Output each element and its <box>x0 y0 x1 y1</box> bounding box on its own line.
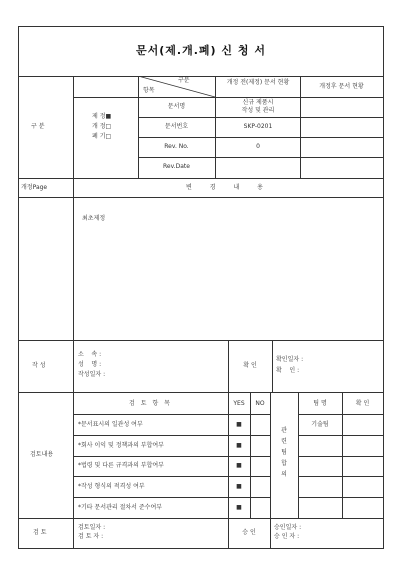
item-label-revno: Rev. No. <box>164 143 189 150</box>
item-value-docnumber: SKP-0201 <box>243 123 273 130</box>
divider-item2 <box>138 137 383 138</box>
item-value-docname: 신규 제품시 작성 및 관리 <box>241 99 275 114</box>
vline-change-body <box>73 197 74 340</box>
review-row-1 <box>73 414 270 415</box>
diag-bottom-label: 항목 <box>143 87 155 94</box>
vline-classification <box>73 76 74 178</box>
team-row-4 <box>298 476 383 477</box>
review-item-4-yes[interactable]: ■ <box>236 483 242 490</box>
approve-label: 승 인 <box>242 529 256 536</box>
review-item-1: *문서표시의 일관성 여부 <box>78 421 143 428</box>
review-row-3 <box>73 456 270 457</box>
team-row-3 <box>298 456 383 457</box>
author-dept: 소 속 : <box>78 351 102 358</box>
team-row-name-1: 기술팀 <box>311 421 329 428</box>
review-yes-header: YES <box>233 400 245 407</box>
item-value-revno: 0 <box>256 143 260 150</box>
author-label: 작 성 <box>32 362 46 369</box>
before-header: 개정 전(제정) 문서 현황 <box>226 79 290 86</box>
review-date: 검토일자 : <box>78 524 106 531</box>
frame-top <box>18 26 384 27</box>
author-confirmer: 확 인 : <box>276 367 300 374</box>
approve-date: 승인일자 : <box>274 524 302 531</box>
review-row-2 <box>73 435 270 436</box>
change-content-header: 변 경 내 용 <box>186 184 271 191</box>
item-label-docname: 문서명 <box>167 103 186 110</box>
approval-label: 검 토 <box>33 529 47 536</box>
approver: 승 인 자 : <box>274 533 300 540</box>
review-item-2: *회사 이익 및 정책과의 부합여부 <box>78 442 164 449</box>
review-row-5 <box>73 497 270 498</box>
divider-header <box>73 97 383 98</box>
vline-review-no <box>250 392 251 518</box>
vline-review-teamname <box>298 392 299 518</box>
item-label-docnumber: 문서번호 <box>164 123 189 130</box>
classification-label: 구 분 <box>31 123 45 130</box>
team-row-2 <box>298 435 383 436</box>
reviewer: 검 토 자 : <box>78 533 104 540</box>
frame-bottom <box>18 548 384 549</box>
option-enact[interactable]: 제 정■ <box>92 113 112 120</box>
team-row-5 <box>298 497 383 498</box>
page-label: 개정Page <box>21 184 48 191</box>
author-confirm-date: 확인일자 : <box>276 356 304 363</box>
divider-item3 <box>138 157 383 158</box>
review-header: 검 토 항 목 <box>129 400 172 407</box>
author-date: 작성일자 : <box>78 371 106 378</box>
document-title: 문서(제.개.폐) 신 청 서 <box>136 44 266 57</box>
team-agreement-label: 관련팀합의 <box>281 427 287 478</box>
vline-review-label <box>73 392 74 518</box>
review-label: 검토내용 <box>30 451 54 458</box>
change-content-text: 최초제정 <box>82 215 106 222</box>
vline-review-yes <box>228 392 229 518</box>
review-item-5-yes[interactable]: ■ <box>236 504 242 511</box>
option-revise[interactable]: 개 정□ <box>92 123 112 130</box>
vline-author <box>73 340 74 392</box>
vline-approval3 <box>270 518 271 548</box>
team-name-header: 팀 명 <box>313 400 327 407</box>
frame-left <box>18 26 19 548</box>
review-no-header: NO <box>255 400 265 407</box>
author-confirm-label: 확 인 <box>243 362 257 369</box>
review-row-4 <box>73 476 270 477</box>
review-item-4: *작성 형식의 적격성 여부 <box>78 483 145 490</box>
vline-author-confirm2 <box>272 340 273 392</box>
after-header: 개정후 문서 현황 <box>319 83 364 90</box>
option-abolish[interactable]: 폐 기□ <box>92 133 112 140</box>
review-item-5: *기타 문서관리 절차서 준수여부 <box>78 504 163 511</box>
diag-top-label: 구분 <box>178 77 190 84</box>
item-label-revdate: Rev.Date <box>163 163 190 170</box>
author-name: 성 명 : <box>78 361 102 368</box>
review-item-2-yes[interactable]: ■ <box>236 442 242 449</box>
frame-right <box>383 26 384 548</box>
vline-approval <box>73 518 74 548</box>
divider-item1 <box>138 117 383 118</box>
vline-review-confirm <box>342 392 343 518</box>
team-confirm-header: 확 인 <box>355 400 370 407</box>
review-item-3-yes[interactable]: ■ <box>236 462 242 469</box>
team-row-1 <box>298 414 383 415</box>
review-item-1-yes[interactable]: ■ <box>236 421 242 428</box>
vline-after <box>300 76 301 178</box>
review-item-3: *법령 및 다른 규격과의 부합여부 <box>78 462 164 469</box>
